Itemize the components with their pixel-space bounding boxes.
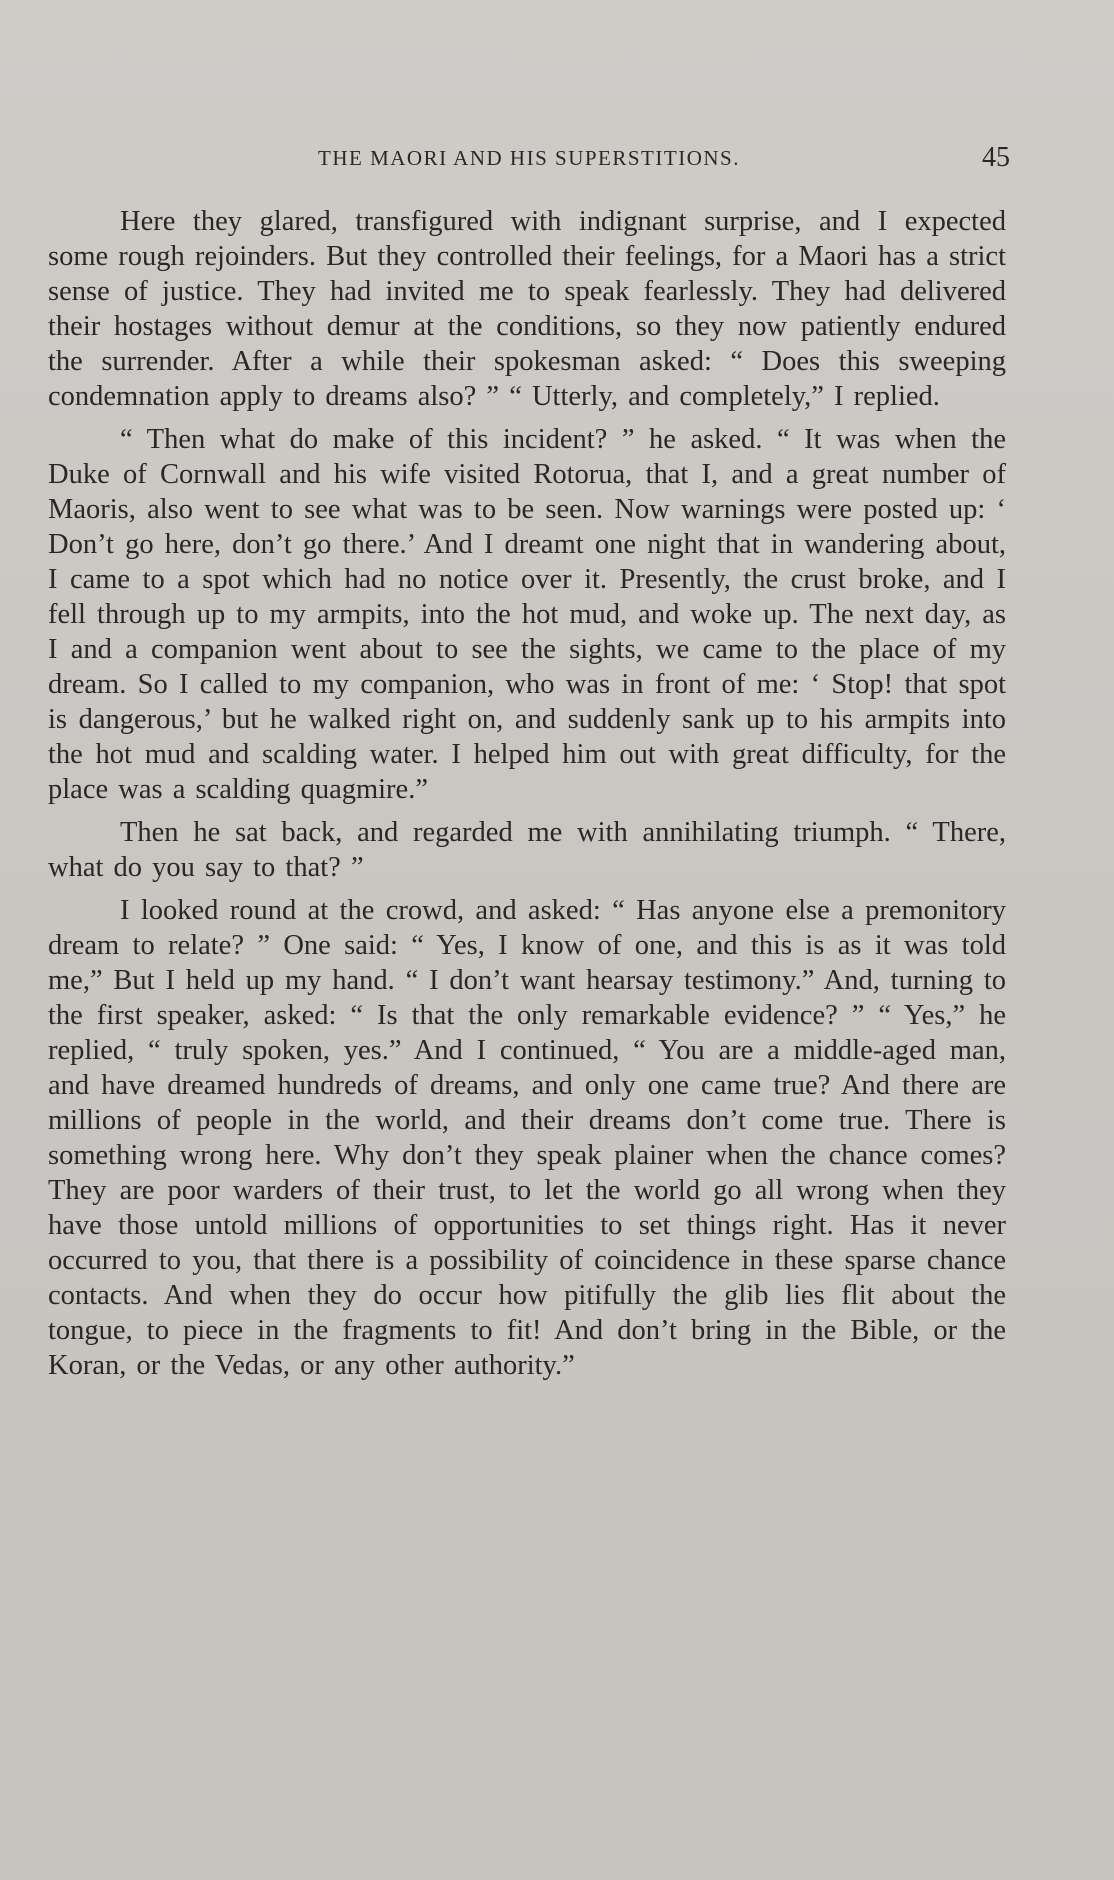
page-number: 45 <box>982 142 1010 173</box>
paragraph-4: I looked round at the crowd, and asked: “ Has anyone else a premonitory dream to relate? ” One said: “ Yes, I know of one, and this is as it was told me,” But I held up my hand. “ I don’t want hearsay testimony.” And, turning to the first speaker, asked: “ Is that the only remarkable evidence? ” “ Yes,” he replied, “ truly spoken, yes.” And I continued, “ You are a middle-aged man, and have dreamed hundreds of dreams, and only one came true? And there are millions of people in the world, and their dreams don’t come true. There is something wrong here. Why don’t they speak plainer when the chance comes? They are poor warders of their trust, to let the world go all wrong when they have those untold millions of opportunities to set things right. Has it never occurred to you, that there is a possibility of coincidence in these sparse chance contacts. And when they do occur how pitifully the glib lies flit about the tongue, to piece in the fragments to fit! And don’t bring in the Bible, or the Koran, or the Vedas, or any other authority.” <box>48 895 1006 1381</box>
paragraph-3: Then he sat back, and regarded me with annihilating triumph. “ There, what do you say to that? ” <box>48 817 1006 883</box>
paragraph-1: Here they glared, transfigured with indignant surprise, and I expected some rough rejoinders. But they controlled their feelings, for a Maori has a strict sense of justice. They had invited me to speak fearlessly. They had delivered their hostages without demur at the conditions, so they now patiently endured the surrender. After a while their spokesman asked: “ Does this sweeping condemnation apply to dreams also? ” “ Utterly, and completely,” I replied. <box>48 206 1006 412</box>
paragraph-2: “ Then what do make of this incident? ” he asked. “ It was when the Duke of Cornwall and his wife visited Rotorua, that I, and a great number of Maoris, also went to see what was to be seen. Now warnings were posted up: ‘ Don’t go here, don’t go there.’ And I dreamt one night that in wandering about, I came to a spot which had no notice over it. Presently, the crust broke, and I fell through up to my armpits, into the hot mud, and woke up. The next day, as I and a companion went about to see the sights, we came to the place of my dream. So I called to my companion, who was in front of me: ‘ Stop! that spot is dangerous,’ but he walked right on, and suddenly sank up to his armpits into the hot mud and scalding water. I helped him out with great difficulty, for the place was a scalding quagmire.” <box>48 424 1006 805</box>
running-title: THE MAORI AND HIS SUPERSTITIONS. <box>318 146 740 170</box>
running-head <box>48 142 1010 178</box>
body-text <box>48 204 1006 1391</box>
